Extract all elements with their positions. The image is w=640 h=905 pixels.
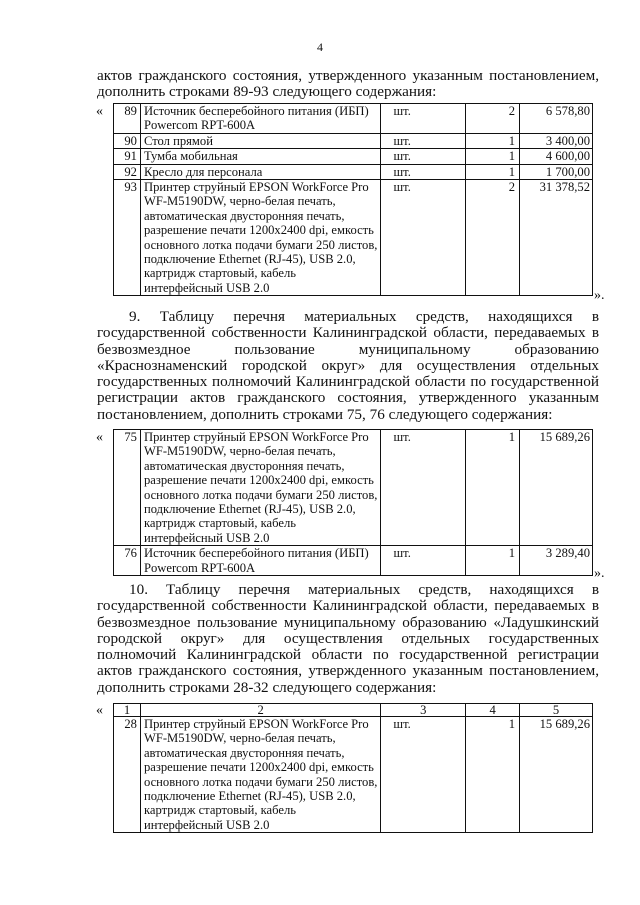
item-sum: 3 400,00 xyxy=(520,133,593,148)
item-unit: шт. xyxy=(381,104,466,134)
table-row xyxy=(114,430,593,546)
table-row xyxy=(114,164,593,179)
item-unit: шт. xyxy=(381,180,466,296)
paragraph-10 xyxy=(97,582,599,696)
item-sum: 1 700,00 xyxy=(520,164,593,179)
table3-open-quote: « xyxy=(96,703,103,718)
table1-open-quote: « xyxy=(96,104,103,119)
item-name: Тумба мобильная xyxy=(140,149,380,164)
item-quantity: 1 xyxy=(466,149,520,164)
row-number: 76 xyxy=(114,546,141,576)
item-sum: 4 600,00 xyxy=(520,149,593,164)
item-quantity: 1 xyxy=(466,717,520,833)
row-number: 91 xyxy=(114,149,141,164)
item-name: Принтер струйный EPSON WorkForce Pro WF-M5190DW, черно-белая печать, автоматическая двусторонняя печать, разрешение печати 1200x2400 dpi, емкость основного лотка подачи бумаги 250 листов, подключение Ethernet (RJ-45), USB 2.0, картридж стартовый, кабель интерфейсный USB 2.0 xyxy=(140,717,380,833)
table1 xyxy=(113,103,593,296)
row-number: 28 xyxy=(114,717,141,833)
column-header: 1 xyxy=(114,704,141,717)
page-number: 4 xyxy=(317,40,323,54)
item-unit: шт. xyxy=(381,164,466,179)
item-sum: 31 378,52 xyxy=(520,180,593,296)
table-row xyxy=(114,717,593,833)
row-number: 89 xyxy=(114,104,141,134)
item-quantity: 1 xyxy=(466,546,520,576)
table-header-row xyxy=(114,704,593,717)
item-unit: шт. xyxy=(381,430,466,546)
paragraph-10-text: Таблицу перечня материальных средств, находящихся в государственной собственности Калининградской области, передаваемых в безвозмездное пользование муниципальному образованию «Ладушкинский городской округ» для осуществления отдельных государственных полномочий Калининградской области по государственной регистрации актов гражданского состояния, утвержденного указанным постановлением, дополнить строками 28-32 следующего содержания: xyxy=(97,581,599,696)
table-row xyxy=(114,149,593,164)
row-number: 93 xyxy=(114,180,141,296)
item-quantity: 2 xyxy=(466,104,520,134)
table-row xyxy=(114,180,593,296)
table2 xyxy=(113,429,593,576)
table-row xyxy=(114,133,593,148)
item-unit: шт. xyxy=(381,546,466,576)
table-row xyxy=(114,546,593,576)
item-name: Принтер струйный EPSON WorkForce Pro WF-M5190DW, черно-белая печать, автоматическая двусторонняя печать, разрешение печати 1200x2400 dpi, емкость основного лотка подачи бумаги 250 листов, подключение Ethernet (RJ-45), USB 2.0, картридж стартовый, кабель интерфейсный USB 2.0 xyxy=(140,180,380,296)
paragraph-9-text: Таблицу перечня материальных средств, находящихся в государственной собственности Калининградской области, передаваемых в безвозмездное пользование муниципальному образованию «Краснознаменский городской округ» для осуществления отдельных государственных полномочий Калининградской области по государственной регистрации актов гражданского состояния, утвержденного указанным постановлением, дополнить строками 75, 76 следующего содержания: xyxy=(97,308,599,423)
intro-paragraph: актов гражданского состояния, утвержденного указанным постановлением, дополнить строками 89-93 следующего содержания: xyxy=(97,67,599,101)
paragraph-9-number: 9. xyxy=(129,308,141,325)
table2-close-quote: ». xyxy=(594,566,605,581)
table1-close-quote: ». xyxy=(594,288,605,303)
table3 xyxy=(113,703,593,833)
paragraph-10-number: 10. xyxy=(129,581,148,598)
column-header: 5 xyxy=(520,704,593,717)
column-header: 2 xyxy=(140,704,380,717)
item-sum: 6 578,80 xyxy=(520,104,593,134)
item-quantity: 1 xyxy=(466,164,520,179)
item-name: Источник бесперебойного питания (ИБП) Powercom RPT-600A xyxy=(140,546,380,576)
row-number: 90 xyxy=(114,133,141,148)
row-number: 75 xyxy=(114,430,141,546)
item-unit: шт. xyxy=(381,133,466,148)
table2-open-quote: « xyxy=(96,430,103,445)
item-name: Кресло для персонала xyxy=(140,164,380,179)
item-sum: 15 689,26 xyxy=(520,430,593,546)
row-number: 92 xyxy=(114,164,141,179)
item-name: Источник бесперебойного питания (ИБП) Powercom RPT-600A xyxy=(140,104,380,134)
column-header: 3 xyxy=(381,704,466,717)
column-header: 4 xyxy=(466,704,520,717)
item-unit: шт. xyxy=(381,717,466,833)
item-quantity: 1 xyxy=(466,133,520,148)
item-name: Принтер струйный EPSON WorkForce Pro WF-M5190DW, черно-белая печать, автоматическая двусторонняя печать, разрешение печати 1200x2400 dpi, емкость основного лотка подачи бумаги 250 листов, подключение Ethernet (RJ-45), USB 2.0, картридж стартовый, кабель интерфейсный USB 2.0 xyxy=(140,430,380,546)
item-name: Стол прямой xyxy=(140,133,380,148)
item-quantity: 1 xyxy=(466,430,520,546)
item-sum: 15 689,26 xyxy=(520,717,593,833)
table-row xyxy=(114,104,593,134)
item-quantity: 2 xyxy=(466,180,520,296)
item-sum: 3 289,40 xyxy=(520,546,593,576)
paragraph-9 xyxy=(97,309,599,423)
item-unit: шт. xyxy=(381,149,466,164)
